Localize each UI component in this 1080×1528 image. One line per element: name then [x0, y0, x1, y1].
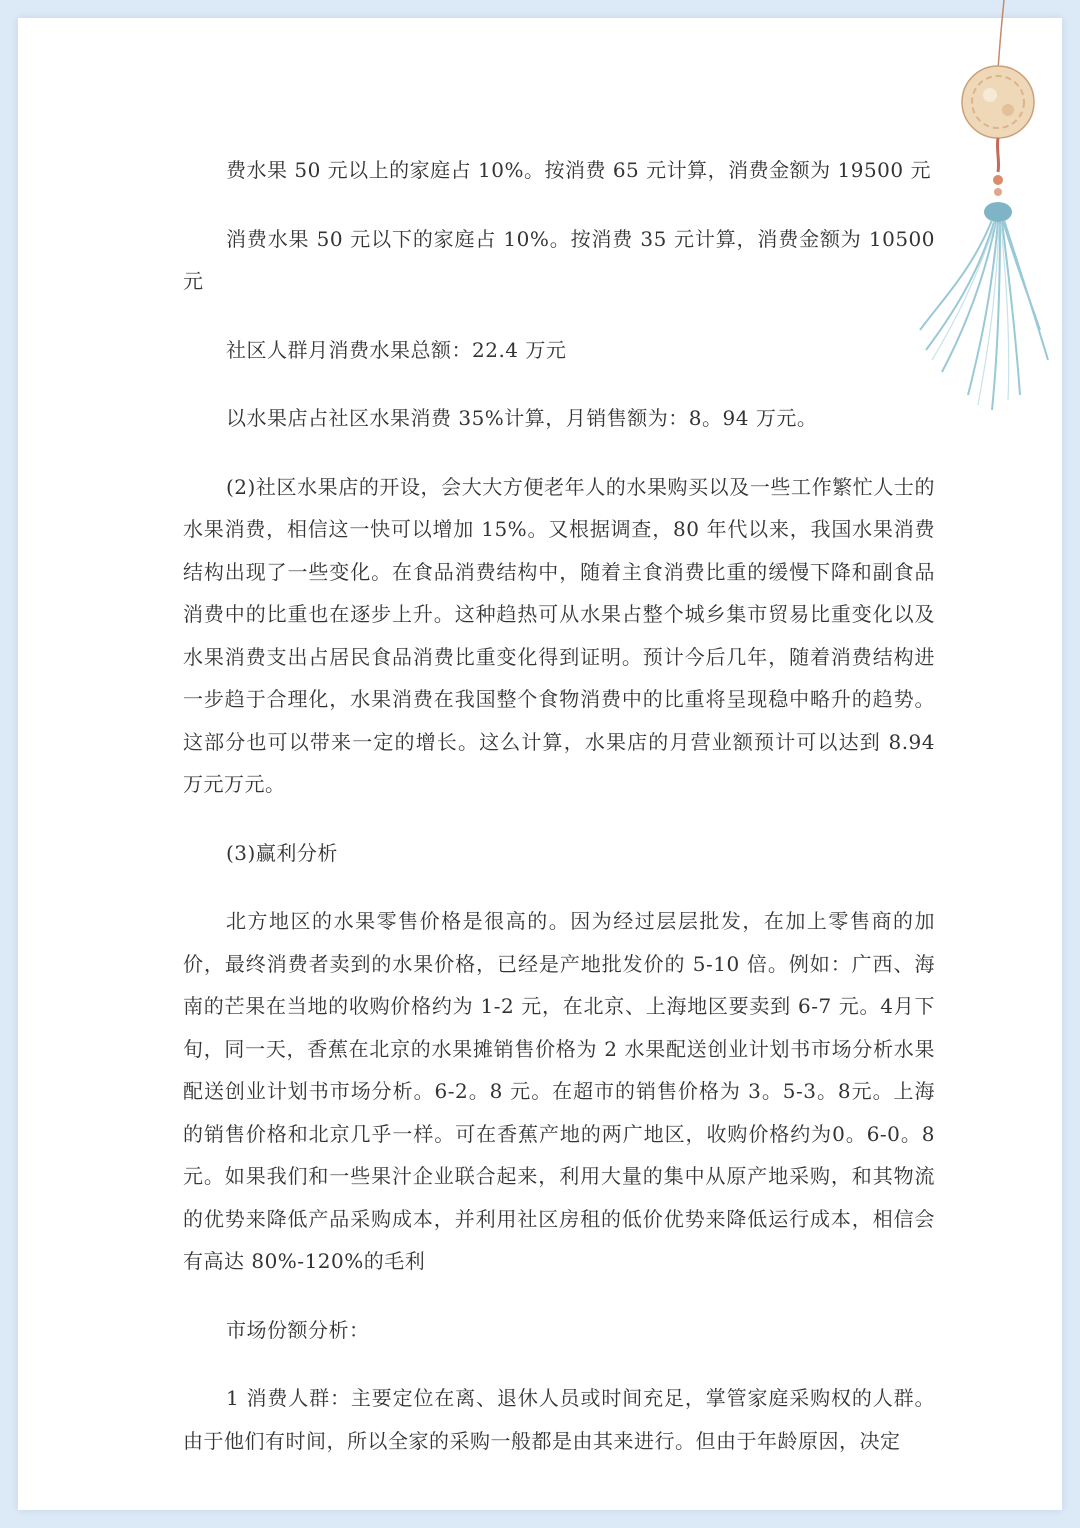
- paragraph: 消费水果 50 元以下的家庭占 10%。按消费 35 元计算，消费金额为 10500 元: [183, 226, 935, 293]
- section-heading: 市场份额分析：: [226, 1317, 370, 1342]
- section-heading: (3)赢利分析: [226, 840, 338, 865]
- paragraph: 费水果 50 元以上的家庭占 10%。按消费 65 元计算，消费金额为 19500 元: [226, 158, 931, 182]
- paragraph: 北方地区的水果零售价格是很高的。因为经过层层批发，在加上零售商的加价，最终消费者卖到的水果价格，已经是产地批发价的 5-10 倍。例如：广西、海南的芒果在当地的收购价格约为 1-2 元，在北京、上海地区要卖到 6-7 元。4月下旬，同一天，香蕉在北京的水果摊销售价格为 2 水果配送创业计划书市场分析水果配送创业计划书市场分析。6-2。8 元。在超市的销售价格为 3。5-3。8元。上海的销售价格和北京几乎一样。可在香蕉产地的两广地区，收购价格约为0。6-0。8 元。如果我们和一些果汁企业联合起来，利用大量的集中从原产地采购，和其物流的优势来降低产品采购成本，并利用社区房租的低价优势来降低运行成本，相信会有高达 80%-120%的毛利: [183, 909, 935, 1273]
- tassel-ornament-icon: [912, 0, 1062, 430]
- paragraph: (2)社区水果店的开设，会大大方便老年人的水果购买以及一些工作繁忙人士的水果消费，相信这一快可以增加 15%。又根据调查，80 年代以来，我国水果消费结构出现了一些变化。在食品消费结构中，随着主食消费比重的缓慢下降和副食品消费中的比重也在逐步上升。这种趋热可从水果占整个城乡集市贸易比重变化以及水果消费支出占居民食品消费比重变化得到证明。预计今后几年，随着消费结构进一步趋于合理化，水果消费在我国整个食物消费中的比重将呈现稳中略升的趋势。这部分也可以带来一定的增长。这么计算，水果店的月营业额预计可以达到 8.94 万元万元。: [183, 474, 935, 796]
- paragraph: 以水果店占社区水果消费 35%计算，月销售额为：8。94 万元。: [226, 406, 818, 430]
- paragraph: 社区人群月消费水果总额：22.4 万元: [226, 337, 567, 362]
- document-body: [183, 149, 935, 1462]
- paragraph: 1 消费人群：主要定位在离、退休人员或时间充足，掌管家庭采购权的人群。由于他们有时间，所以全家的采购一般都是由其来进行。但由于年龄原因，决定: [183, 1386, 935, 1453]
- document-page: [18, 18, 1062, 1510]
